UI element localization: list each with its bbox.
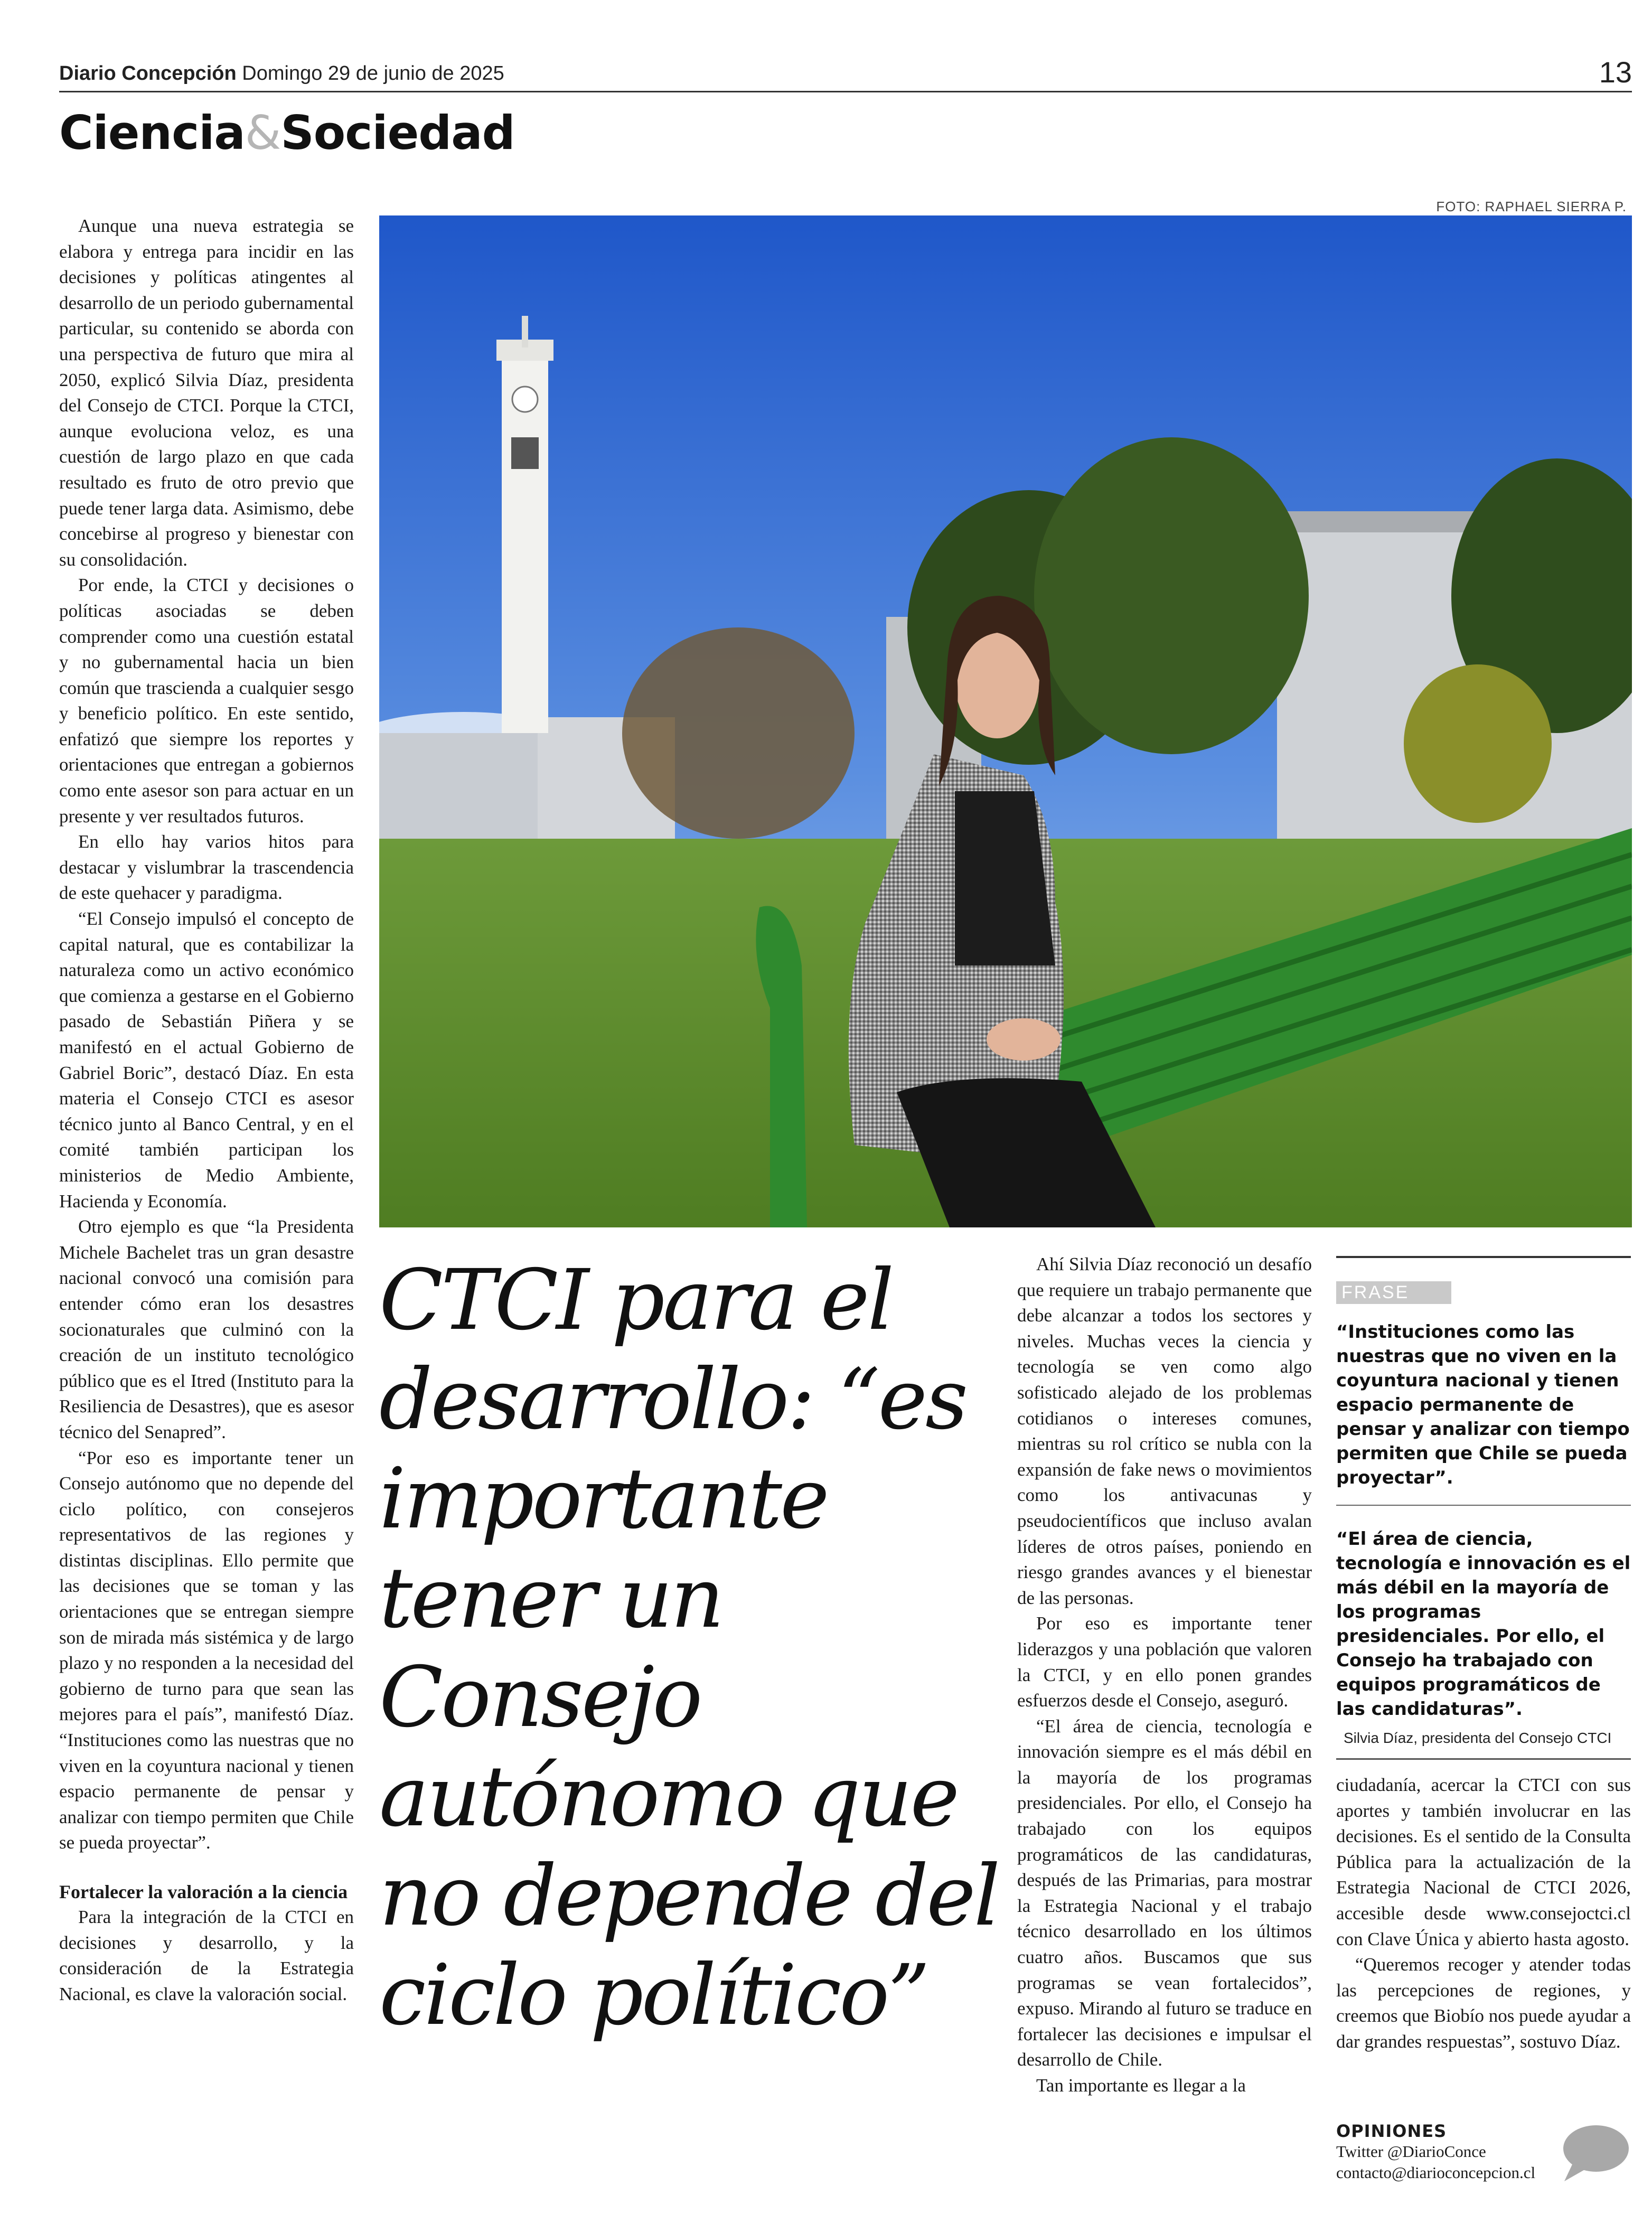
- article-photo: [379, 215, 1632, 1227]
- headline: CTCI para el desarrollo: “es importante tener un Consejo autónomo que no depende del ciclo político”: [379, 1252, 999, 2044]
- paragraph: “Queremos recoger y atender todas las percepciones de regiones, y creemos que Biobío nos puede ayudar a dar grandes respuestas”, sostuvo Díaz.: [1336, 1954, 1631, 2052]
- page-number: 13: [1599, 55, 1632, 89]
- paragraph: ciudadanía, acercar la CTCI con sus aportes y también involucrar en las decisiones. Es el sentido de la Consulta Pública para la actualización de la Estrategia Nacional de CTCI 2026, accesible desde www.consejoctci.cl con Clave Única y abierto hasta agosto.: [1336, 1775, 1631, 1949]
- paragraph: Otro ejemplo es que “la Presidenta Michele Bachelet tras un gran desastre nacional convocó una comisión para entender cómo eran los desastres socionaturales que culminó con la creación de un instituto tecnológico público que es el Itred (Instituto para la Resiliencia de Desastres), que es asesor técnico del Senapred”.: [59, 1216, 354, 1442]
- paragraph: Aunque una nueva estrategia se elabora y entrega para incidir en las decisiones y políticas atingentes al desarrollo de un periodo gubernamental particular, su contenido se aborda con una perspectiva de futuro que mira al 2050, explicó Silvia Díaz, presidenta del Consejo de CTCI. Porque la CTCI, aunque evoluciona veloz, es una cuestión de largo plazo en que cada resultado es fruto de otro previo que puede tener larga data. Asimismo, debe concebirse al progreso y bienestar con su consolidación.: [59, 215, 354, 570]
- section-title-part2: Sociedad: [280, 106, 515, 160]
- quote-sidebar: [1336, 1256, 1631, 1760]
- masthead: [59, 62, 504, 85]
- speech-bubble-icon: [1557, 2122, 1631, 2185]
- paragraph: En ello hay varios hitos para destacar y vislumbrar la trascendencia de este quehacer y paradigma.: [59, 831, 354, 904]
- sidebar-rule: [1336, 1256, 1631, 1258]
- paragraph: Por eso es importante tener liderazgos y una población que valoren la CTCI, y en ello ponen grandes esfuerzos desde el Consejo, aseguró.: [1017, 1613, 1312, 1711]
- paragraph: Tan importante es llegar a la: [1036, 2075, 1246, 2096]
- paragraph: “Por eso es importante tener un Consejo autónomo que no depende del ciclo político, con consejeros representativos de las regiones y distintas disciplinas. Ello permite que las decisiones que se toman y las orientaciones que se entregan siempre son de mirada más sistémica y de largo plazo y no responden a la necesidad del gobierno de turno para que sean las mejores para el país”, manifestó Díaz. “Instituciones como las nuestras que no viven en la coyuntura nacional y tienen espacio permanente de pensar y analizar con tiempo permiten que Chile se pueda proyectar”.: [59, 1447, 354, 1853]
- twitter-handle[interactable]: Twitter @DiarioConce: [1336, 2142, 1486, 2161]
- frase-tag: FRASE: [1336, 1281, 1451, 1304]
- issue-date: Domingo 29 de junio de 2025: [242, 62, 504, 85]
- paragraph: “El Consejo impulsó el concepto de capital natural, que es contabilizar la naturaleza como un activo económico que comienza a gestarse en el Gobierno pasado de Sebastián Piñera y se manifestó en el actual Gobierno de Gabriel Boric”, destacó Díaz. En esta materia el Consejo CTCI es asesor técnico junto al Banco Central, y en el comité también participan los ministerios de Medio Ambiente, Hacienda y Economía.: [59, 908, 354, 1212]
- header-rule: [59, 91, 1632, 92]
- section-title-ampersand: &: [245, 106, 281, 160]
- paragraph: Ahí Silvia Díaz reconoció un desafío que requiere un trabajo permanente que debe alcanzar a todos los sectores y niveles. Muchas veces la ciencia y tecnología se ven como algo sofisticado alejado de los problemas cotidianos o intereses comunes, mientras su rol crítico se nubla con la expansión de fake news o movimientos como los antivacunas y pseudocientíficos que incluso avalan líderes de otros países, poniendo en riesgo grandes avances y el bienestar de las personas.: [1017, 1254, 1312, 1608]
- pull-quote: “Instituciones como las nuestras que no viven en la coyuntura nacional y tienen espacio permanente de pensar y analizar con tiempo permiten que Chile se pueda proyectar”.: [1336, 1321, 1630, 1488]
- article-column-1: [59, 213, 354, 2007]
- publication-name: Diario Concepción: [59, 62, 237, 85]
- subheading: Fortalecer la valoración a la ciencia: [59, 1881, 348, 1902]
- sidebar-rule-bottom: [1336, 1758, 1631, 1760]
- section-title: [59, 106, 515, 160]
- contact-email[interactable]: contacto@diarioconcepcion.cl: [1336, 2163, 1536, 2182]
- photo-illustration: [379, 215, 1632, 1227]
- section-title-part1: Ciencia: [59, 106, 245, 160]
- pull-quote: “El área de ciencia, tecnología e innovación es el más débil en la mayoría de los programas presidenciales. Por ello, el Consejo ha trabajado con equipos programáticos de las candidaturas”.: [1336, 1528, 1631, 1720]
- quote-attribution: Silvia Díaz, presidenta del Consejo CTCI: [1344, 1730, 1612, 1746]
- article-column-3: [1017, 1252, 1312, 2099]
- article-column-4: [1336, 1772, 1631, 2055]
- paragraph: Para la integración de la CTCI en decisiones y desarrollo, y la consideración de la Estrategia Nacional, es clave la valoración social.: [59, 1907, 354, 2004]
- sidebar-divider: [1336, 1505, 1631, 1506]
- paragraph: Por ende, la CTCI y decisiones o políticas asociadas se deben comprender como una cuestión estatal y no gubernamental hacia un bien común que trascienda a cualquier sesgo y beneficio político. En este sentido, enfatizó que siempre los reportes y orientaciones que entregan a gobiernos como ente asesor son para actuar en un presente y ver resultados futuros.: [59, 575, 354, 827]
- opiniones-title: OPINIONES: [1336, 2121, 1447, 2141]
- paragraph: “El área de ciencia, tecnología e innovación siempre es el más débil en la mayoría de los programas presidenciales. Por ello, el Consejo ha trabajado con los equipos programáticos de las candidaturas, después de las Primarias, para mostrar la Estrategia Nacional y el trabajo técnico desarrollado en los últimos cuatro años. Buscamos que sus programas se vean fortalecidos”, expuso. Mirando al futuro se traduce en fortalecer las decisiones e impulsar el desarrollo de Chile.: [1017, 1715, 1312, 2070]
- photo-credit: FOTO: RAPHAEL SIERRA P.: [1436, 199, 1627, 214]
